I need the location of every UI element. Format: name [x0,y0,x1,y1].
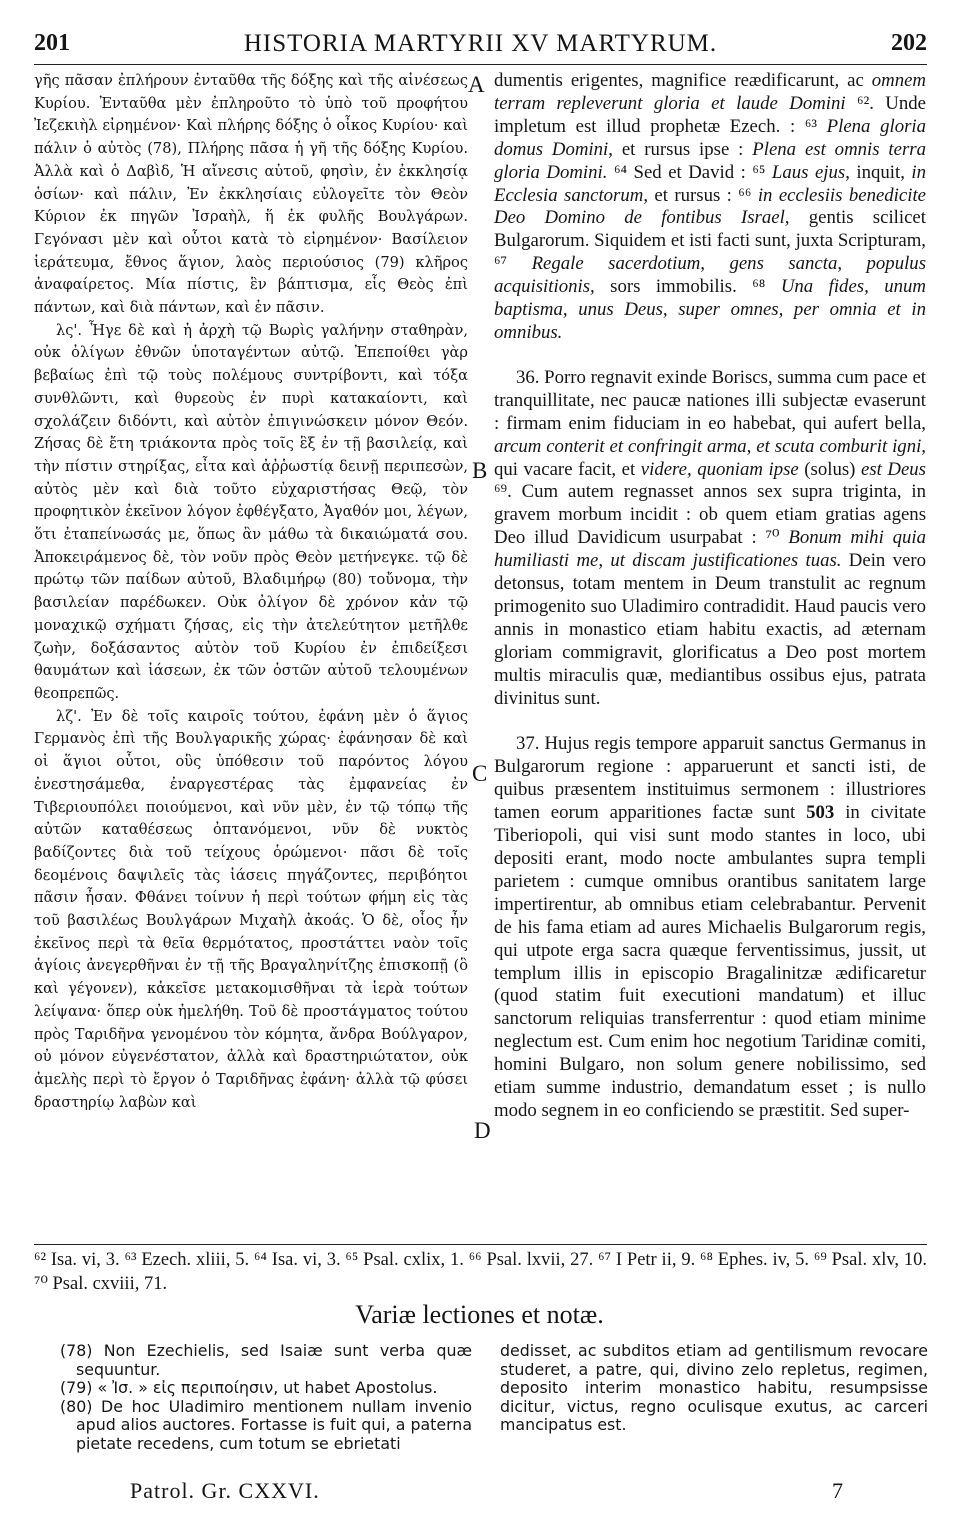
footer-signature: 7 [832,1478,843,1503]
note-continuation: dedisset, ac subditos etiam ad gentilismum revocare studeret, a patre, qui, divino zelo repletus, regimen, deposito interim monastico habitu, resumpsisse dicitur, victus, regno oculisque exutus, ac carceri mancipatus est. [500,1341,928,1435]
scripture-references: ⁶² Isa. vi, 3. ⁶³ Ezech. xliii, 5. ⁶⁴ Isa. vi, 3. ⁶⁵ Psal. cxlix, 1. ⁶⁶ Psal. lxvii, 27. ⁶⁷ I Petr ii, 9. ⁶⁸ Ephes. iv, 5. ⁶⁹ Psal. xlv, 10. ⁷⁰ Psal. cxviii, 71. [34,1250,927,1294]
latin-paragraph: 37. Hujus regis tempore apparuit sanctus Germanus in Bulgarorum regione : apparuerunt et sancti isti, de quibus præsentem instituimus sermonem : illustriores tamen eorum apparitiones factæ sunt 503 in civitate Tiberiopoli, qui visi sunt modo stantes in loco, ubi depositi erant, modo nocte ambulantes supra templi parietem : cumque omnibus orantibus sanitatem large impertirentur, ab omnibus etiam celebrabantur. Pervenit de his fama etiam ad aures Michaelis Bulgarorum regis, qui utpote erga sacra quæque ferventissimus, jussit, ut templum illis in episcopio Bragalinitzæ ædificaretur (quod statim fuit executioni mandatum) et illuc sanctorum reliquias transferrentur : quod etiam minime neglectum est. Cum enim hoc negotium Taridinæ comiti, homini Bulgaro, non solum genere nobilissimo, sed etiam summe industrio, demandatum esset ; is nullo modo segnem in eo conficiendo se præstitit. Sed super- [494,733,926,1121]
page-footer [0,1478,959,1508]
latin-column [494,70,926,1123]
running-title: HISTORIA MARTYRII XV MARTYRUM. [243,30,718,57]
latin-paragraph: 36. Porro regnavit exinde Boriscs, summa cum pace et tranquillitate, nec paucæ nationes illi subjectæ evaserunt : firmam enim fiduciam in eo habebat, qui aufert bella, arcum conterit et confringit arma, et scuta comburit igni, qui vacare facit, et videre, quoniam ipse (solus) est Deus ⁶⁹. Cum autem regnasset annos sex supra triginta, in gravem morbum incidit : ob quem etiam gratias agens Deo illud Davidicum usurpabat : ⁷⁰ Bonum mihi quia humiliasti me, ut discam justificationes tuas. Dein vero detonsus, totam mentem in Deum transtulit ac regnum primogenito suo Uladimiro contradidit. Haud paucis vero annis in monastico etiam habitu exactis, ad æternam gloriam commigravit, glorificatus a Deo post mortem multis miraculis quæ, mediantibus ossibus ejus, patrata divinitus sunt. [494,366,926,709]
latin-paragraph: dumentis erigentes, magnifice reædificarunt, ac omnem terram repleverunt gloria et laude Domini ⁶². Unde impletum est illud prophetæ Ezech. : ⁶³ Plena gloria domus Domini, et rursus ipse : Plena est omnis terra gloria Domini. ⁶⁴ Sed et David : ⁶⁵ Laus ejus, inquit, in Ecclesia sanctorum, et rursus : ⁶⁶ in ecclesiis benedicite Deo Domino de fontibus Israel, gentis scilicet Bulgarorum. Siquidem et isti facti sunt, juxta Scripturam, ⁶⁷ Regale sacerdotium, gens sancta, populus acquisitionis, sors immobilis. ⁶⁸ Una fides, unum baptisma, unus Deus, super omnes, per omnia et in omnibus. [494,70,927,343]
page-number-left: 201 [34,30,70,56]
header-rule [34,64,927,65]
column-marker-b: B [472,458,488,483]
column-marker-d: D [474,1118,491,1143]
greek-paragraph: λζ'. Ἐν δὲ τοῖς καιροῖς τούτου, ἐφάνη μὲν ὁ ἅγιος Γερμανὸς ἐπὶ τῆς Βουλγαρικῆς χώρας· ἐφάνησαν δὲ καὶ οἱ ἅγιοι οὗτοι, οὓς ὑπόθεσιν τοῦ παρόντος λόγου ἐνεστησάμεθα, ἐναργεστέρας τὰς ἐμφανείας ἐν Τιβεριουπόλει ποιούμενοι, καὶ νῦν μὲν, ἐν τῷ τόπῳ τῆς αὐτῶν καταθέσεως ὀπτανόμενοι, νῦν δὲ νυκτὸς βαδίζοντες διὰ τοῦ τείχους ὁρώμενοι· πᾶσι δὲ τοῖς δεομένοις δαψιλεῖς τὰς ἰάσεις πηγάζοντες, περιβόητοι πᾶσιν ἦσαν. Φθάνει τοίνυν ἡ περὶ τούτων φήμη εἰς τὰς τοῦ βασιλέως Βουλγάρων Μιχαὴλ ἀκοάς. Ὁ δὲ, οἷος ἦν ἐκεῖνος περὶ τὰ θεῖα θερμότατος, προστάττει ναὸν τοῖς ἁγίοις ἀνεγερθῆναι ἐν τῇ τῆς Βραγαληνίτζης ἐπισκοπῇ (ὃ καὶ γέγονεν), κἀκεῖσε μετακομισθῆναι τὰ ἱερὰ τούτων λείψανα· ὅπερ οὐκ ἠμελήθη. Τοῦ δὲ προστάγματος τούτου πρὸς Ταριδῆνα γενομένου τὸν κόμητα, ἄνδρα Βούλγαρον, οὐ μόνον εὐγενέστατον, ἀλλὰ καὶ δραστηριώτατον, οὐκ ἀμελὴς περὶ τὸ ἔργον ὁ Ταριδῆνας ἐφάνη· ἀλλὰ τῷ φύσει δραστηρίῳ λαβὼν καὶ [34,707,468,1111]
page-number-right: 202 [891,30,927,56]
footnote-rule [34,1244,927,1245]
greek-paragraph: γῆς πᾶσαν ἐπλήρουν ἐνταῦθα τῆς δόξης καὶ τῆς αἰνέσεως Κυρίου. Ἐνταῦθα μὲν ἐπληροῦτο τὸ ὑπὸ τοῦ προφήτου Ἰεζεκιὴλ εἰρημένον· Καὶ πλήρης δόξης ὁ οἶκος Κυρίου· καὶ πάλιν ὁ αὐτὸς (78), Πλήρης πᾶσα ἡ γῆ τῆς δόξης Κυρίου. Ἀλλὰ καὶ ὁ Δαβὶδ, Ἡ αἴνεσις αὐτοῦ, φησὶν, ἐν ἐκκλησίᾳ ὁσίων· καὶ πάλιν, Ἐν ἐκκλησίαις εὐλογεῖτε τὸν Θεὸν Κύριον ἐκ πηγῶν Ἰσραὴλ, ἥ ἐκ φυλῆς Βουλγάρων. Γεγόνασι μὲν καὶ οὗτοι κατὰ τὸ εἰρημένον· Βασίλειον ἱεράτευμα, ἔθνος ἅγιον, λαὸς περιούσιος (79) κλῆρος ἀναφαίρετος. Μία πίστις, ἓν βάπτισμα, εἷς Θεὸς ἐπὶ πάντων, καὶ διὰ πάντων, καὶ ἐν πᾶσιν. [34,72,468,317]
page-header [34,30,927,62]
footer-source: Patrol. Gr. CXXVI. [130,1478,320,1503]
column-marker-a: A [468,72,485,97]
note: (79) « Ἰσ. » εἰς περιποίησιν, ut habet Apostolus. [60,1378,438,1398]
notes-right-column [500,1342,928,1435]
note: (80) De hoc Uladimiro mentionem nullam invenio apud alios auctores. Fortasse is fuit qui, a paterna pietate recedens, cum totum se ebrietati [60,1396,472,1453]
note: (78) Non Ezechielis, sed Isaiæ sunt verba quæ sequuntur. [60,1341,472,1379]
greek-column [34,70,468,1114]
column-marker-c: C [472,761,488,786]
greek-paragraph: λς'. Ἦγε δὲ καὶ ἡ ἀρχὴ τῷ Βωρὶς γαλήνην σταθηρὰν, οὐκ ὀλίγων ἐθνῶν ὑποταγέντων αὐτῷ. Ἐπεποίθει γὰρ βεβαίως ἐπὶ τῷ τοὺς πολέμους συντρίβοντι, καὶ τόξα συνθλῶντι, καὶ θυρεοὺς ἐν πυρὶ κατακαίοντι, καὶ σχολάζειν διδόντι, καὶ αὐτὸν ἐπιγινώσκειν μόνον Θεόν. Ζήσας δὲ ἔτη τριάκοντα πρὸς τοῖς ἓξ ἐν τῇ βασιλείᾳ, καὶ τὴν πίστιν στηρίξας, εἶτα καὶ ἀῤῥωστίᾳ δεινῇ περιπεσὼν, αὐτὸς μὲν καὶ διὰ τοῦτο εὐχαριστήσας Θεῷ, τὸν προφητικὸν ἐκεῖνον λόγον ἐφθέγξατο, Ἀγαθόν μοι, λέγων, ὅτι ἐταπείνωσάς με, ὅπως ἂν μάθω τὰ δικαιώματά σου. Ἀποκειράμενος δὲ, τὸν νοῦν πρὸς Θεὸν μετήνεγκε. τῷ δὲ πρώτῳ τῶν παίδων αὐτοῦ, Βλαδιμήρῳ (80) τοὔνομα, τὴν βασιλείαν παρέδωκεν. Οὐκ ὀλίγον δὲ χρόνον κἀν τῷ μοναχικῷ σχήματι ζήσας, εἰς τὴν ἀτελεύτητον μετῆλθε ζωὴν, δοξάσαντος αὐτὸν τοῦ Κυρίου ἐν ἐπιδείξεσι θαυμάτων καὶ ἰάσεων, ἐκ τῶν ὀστῶν αὐτοῦ τελουμένων θεοπρεπῶς. [34,321,468,702]
notes-left-column [60,1342,472,1454]
variae-heading: Variæ lectiones et notæ. [355,1300,604,1329]
